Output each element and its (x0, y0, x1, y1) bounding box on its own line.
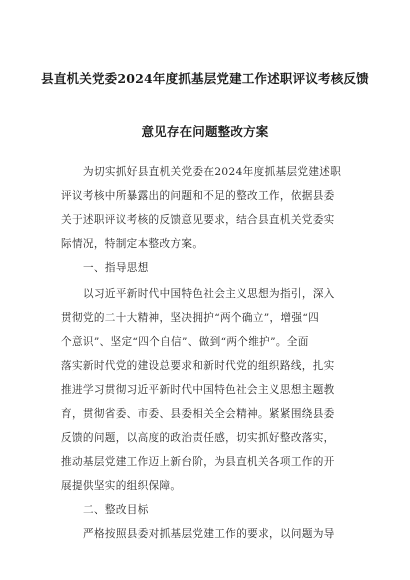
body-line: 落实新时代党的建设总要求和新时代党的组织路线，扎实 (61, 360, 335, 372)
body-line: 育，贯彻省委、市委、县委相关全会精神。紧紧围绕县委 (61, 408, 335, 420)
body-line: 以习近平新时代中国特色社会主义思想为指引，深入 (83, 288, 335, 300)
body-line: 贯彻党的二十大精神，坚决拥护“两个确立”，增强“四 (61, 312, 320, 324)
body-line: 反馈的问题，以高度的政治责任感，切实抓好整改落实， (61, 432, 335, 444)
body-line: 个意识”、坚定“四个自信”、做到“两个维护”。全面 (61, 336, 309, 348)
body-line: 严格按照县委对抓基层党建工作的要求，以问题为导 (83, 528, 335, 540)
body-line: 一、指导思想 (83, 262, 149, 274)
body-line: 评议考核中所暴露出的问题和不足的整改工作，依据县委 (61, 190, 335, 202)
body-line: 展提供坚实的组织保障。 (61, 480, 182, 492)
body-line: 二、整改目标 (83, 504, 149, 516)
body-line: 为切实抓好县直机关党委在2024年度抓基层党建述职 (83, 166, 342, 178)
body-line: 推动基层党建工作迈上新台阶，为县直机关各项工作的开 (61, 456, 335, 468)
body-line: 关于述职评议考核的反馈意见要求，结合县直机关党委实 (61, 214, 335, 226)
body-line: 际情况，特制定本整改方案。 (61, 238, 204, 250)
body-line: 推进学习贯彻习近平新时代中国特色社会主义思想主题教 (61, 384, 335, 396)
document-title-line-1: 县直机关党委2024年度抓基层党建工作述职评议考核反馈 (41, 71, 369, 86)
document-title-line-2: 意见存在问题整改方案 (141, 124, 269, 139)
